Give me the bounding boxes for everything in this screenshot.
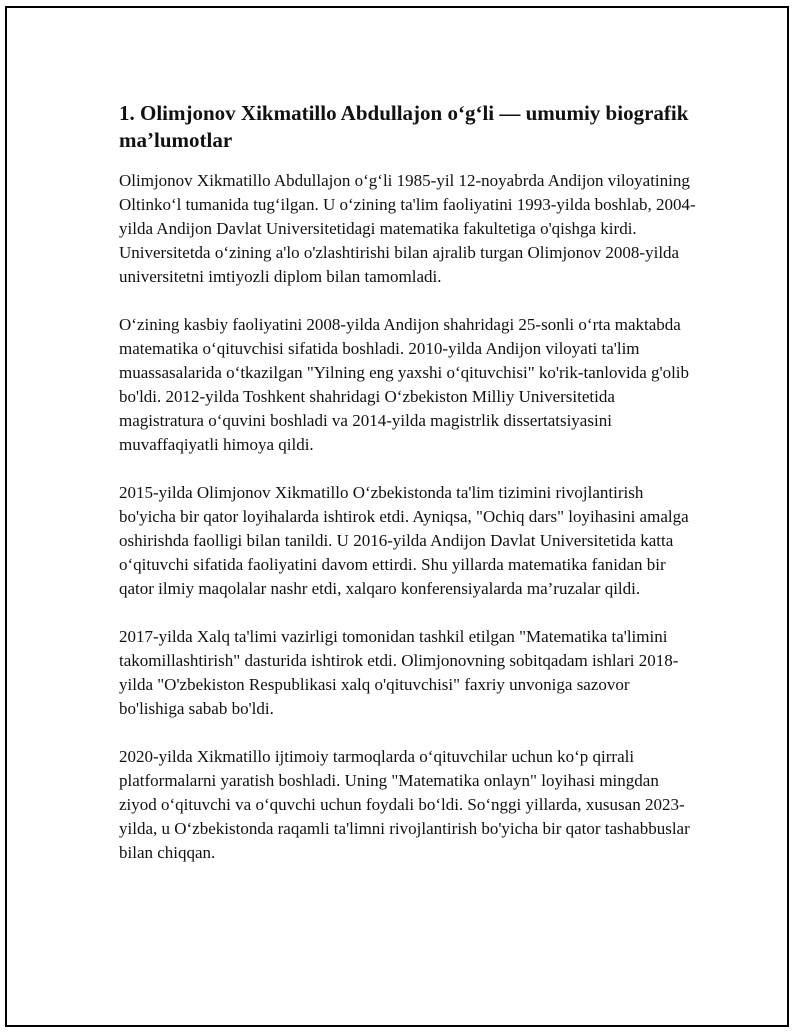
paragraph-3: 2015-yilda Olimjonov Xikmatillo O‘zbekistonda ta'lim tizimini rivojlantirish bo'yicha bir qator loyihalarda ishtirok etdi. Ayniqsa, "Ochiq dars" loyihasini amalga oshirishda faolligi bilan tanildi. U 2016-yilda Andijon Davlat Universitetida katta o‘qituvchi sifatida faoliyatini davom ettirdi. Shu yillarda matematika fanidan bir qator ilmiy maqolalar nashr etdi, xalqaro konferensiyalarda ma’ruzalar qildi.: [119, 483, 689, 598]
paragraph-1: Olimjonov Xikmatillo Abdullajon o‘g‘li 1985-yil 12-noyabrda Andijon viloyatining Oltinko‘l tumanida tug‘ilgan. U o‘zining ta'lim faoliyatini 1993-yilda boshlab, 2004-yilda Andijon Davlat Universitetidagi matematika fakultetiga o'qishga kirdi. Universitetda o‘zining a'lo o'zlashtirishi bilan ajralib turgan Olimjonov 2008-yilda universitetni imtiyozli diplom bilan tamomladi.: [119, 171, 696, 286]
page-frame: [5, 6, 789, 1027]
paragraph-4: 2017-yilda Xalq ta'limi vazirligi tomonidan tashkil etilgan "Matematika ta'limini takomillashtirish" dasturida ishtirok etdi. Olimjonovning sobitqadam ishlari 2018-yilda "O'zbekiston Respublikasi xalq o'qituvchisi" faxriy unvoniga sazovor bo'lishiga sabab bo'ldi.: [119, 627, 679, 718]
paragraph-5: 2020-yilda Xikmatillo ijtimoiy tarmoqlarda o‘qituvchilar uchun ko‘p qirrali platformalarni yaratish boshladi. Uning "Matematika onlayn" loyihasi mingdan ziyod o‘qituvchi va o‘quvchi uchun foydali bo‘ldi. So‘nggi yillarda, xususan 2023-yilda, u O‘zbekistonda raqamli ta'limni rivojlantirish bo'yicha bir qator tashabbuslar bilan chiqqan.: [119, 747, 690, 862]
section-heading: 1. Olimjonov Xikmatillo Abdullajon o‘g‘li — umumiy biografik ma’lumotlar: [119, 101, 689, 152]
document-body: [119, 100, 699, 889]
paragraph-2: O‘zining kasbiy faoliyatini 2008-yilda Andijon shahridagi 25-sonli o‘rta maktabda matematika o‘qituvchisi sifatida boshladi. 2010-yilda Andijon viloyati ta'lim muassasalarida o‘tkazilgan "Yilning eng yaxshi o‘qituvchisi" ko'rik-tanlovida g'olib bo'ldi. 2012-yilda Toshkent shahridagi O‘zbekiston Milliy Universitetida magistratura o‘quvini boshladi va 2014-yilda magistrlik dissertatsiyasini muvaffaqiyatli himoya qildi.: [119, 315, 690, 454]
